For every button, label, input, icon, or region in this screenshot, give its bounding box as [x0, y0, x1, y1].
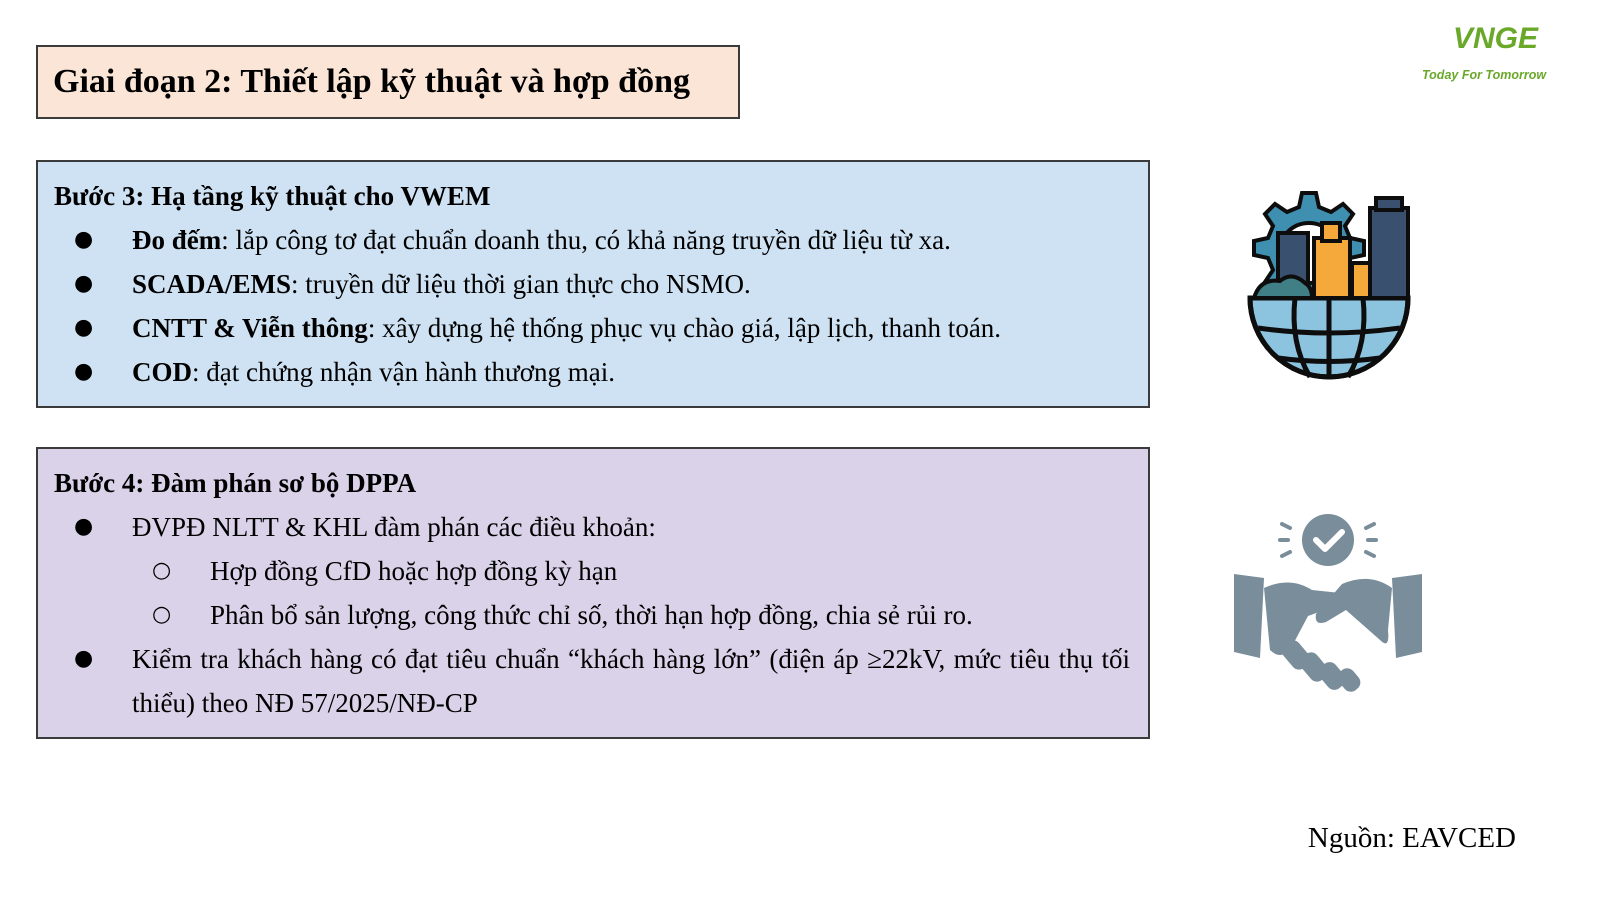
logo-tagline: Today For Tomorrow	[1422, 68, 1547, 82]
step3-item-term: SCADA/EMS	[132, 269, 292, 299]
step4-box	[36, 447, 1150, 739]
vnge-logo	[1418, 20, 1558, 90]
step4-list	[54, 505, 1132, 725]
step3-item-text: : đạt chứng nhận vận hành thương mại.	[192, 357, 615, 387]
step3-item-text: : lắp công tơ đạt chuẩn doanh thu, có khả năng truyền dữ liệu từ xa.	[221, 225, 951, 255]
step4-item-negotiation	[54, 505, 1132, 637]
step3-list	[54, 218, 1132, 394]
step3-item-term: Đo đếm	[132, 225, 222, 255]
step4-item-customer-check: ● Kiểm tra khách hàng có đạt tiêu chuẩn “khách hàng lớn” (điện áp ≥22kV, mức tiêu thụ tối thiểu) theo NĐ 57/2025/NĐ-CP	[54, 637, 1132, 725]
step3-item-text: : truyền dữ liệu thời gian thực cho NSMO.	[291, 269, 751, 299]
step4-subitem: ○ Phân bổ sản lượng, công thức chỉ số, thời hạn hợp đồng, chia sẻ rủi ro.	[54, 593, 1132, 637]
logo-mark: VNGE	[1453, 22, 1539, 55]
handshake-check-icon	[1230, 510, 1426, 702]
step4-sublist	[132, 549, 1132, 637]
step3-item-scada	[54, 262, 1132, 306]
step3-item-term: CNTT & Viễn thông	[132, 313, 368, 343]
step3-item-it-telecom	[54, 306, 1132, 350]
section-title-box	[36, 45, 740, 119]
step3-box	[36, 160, 1150, 408]
globe-icon	[1250, 298, 1408, 379]
step3-item-cod	[54, 350, 1132, 394]
step3-heading: Bước 3: Hạ tầng kỹ thuật cho VWEM	[54, 181, 491, 211]
step3-item-metering	[54, 218, 1132, 262]
step4-item-text: ĐVPĐ NLTT & KHL đàm phán các điều khoản:	[132, 512, 656, 542]
step3-item-term: COD	[132, 357, 192, 387]
section-title: Giai đoạn 2: Thiết lập kỹ thuật và hợp đồng	[53, 63, 691, 100]
city-globe-gear-icon	[1230, 183, 1426, 389]
step4-subitem: ○ Hợp đồng CfD hoặc hợp đồng kỳ hạn	[54, 549, 1132, 593]
source-note: Nguồn: EAVCED	[1307, 822, 1516, 854]
step3-item-text: : xây dựng hệ thống phục vụ chào giá, lập lịch, thanh toán.	[367, 313, 1002, 343]
step4-heading: Bước 4: Đàm phán sơ bộ DPPA	[54, 468, 417, 498]
